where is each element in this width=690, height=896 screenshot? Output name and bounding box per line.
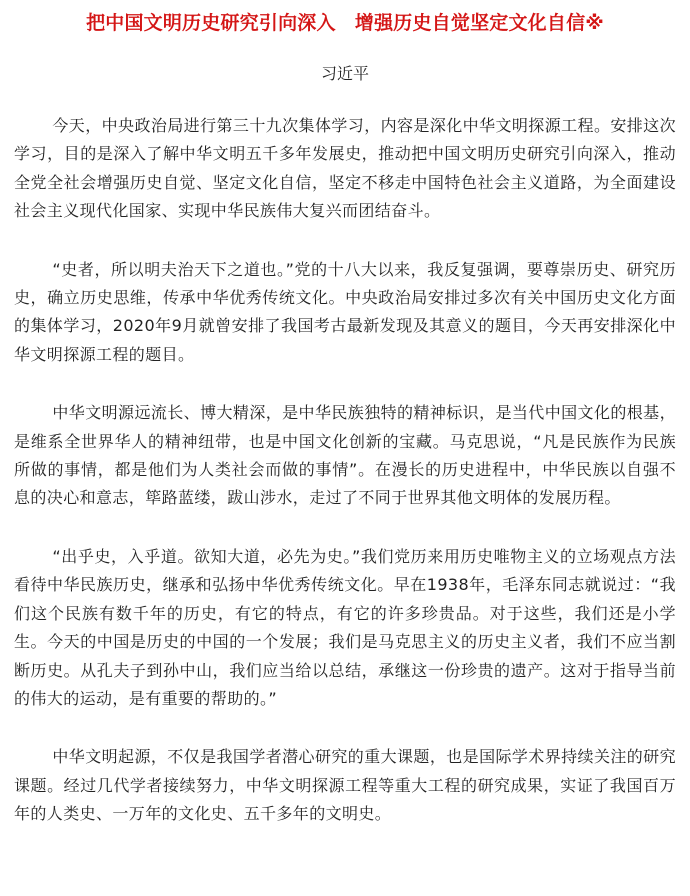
article-paragraph-3: 中华文明源远流长、博大精深，是中华民族独特的精神标识，是当代中国文化的根基，是维系全世界华人的精神纽带，也是中国文化创新的宝藏。马克思说，“凡是民族作为民族所做的事情，都是他们为人类社会而做的事情”。在漫长的历史进程中，中华民族以自强不息的决心和意志，筚路蓝缕，跋山涉水，走过了不同于世界其他文明体的发展历程。 [14, 403, 676, 508]
article-paragraph-5: 中华文明起源，不仅是我国学者潜心研究的重大课题，也是国际学术界持续关注的研究课题。经过几代学者接续努力，中华文明探源工程等重大工程的研究成果，实证了我国百万年的人类史、一万年的文化史、五千多年的文明史。 [14, 747, 676, 824]
article-author: 习近平 [320, 64, 369, 83]
article-title: 把中国文明历史研究引向深入 增强历史自觉坚定文化自信※ [86, 12, 604, 34]
article-paragraph-1: 今天，中央政治局进行第三十九次集体学习，内容是深化中华文明探源工程。安排这次学习，目的是深入了解中华文明五千多年发展史，推动把中国文明历史研究引向深入，推动全党全社会增强历史自觉、坚定文化自信，坚定不移走中国特色社会主义道路，为全面建设社会主义现代化国家、实现中华民族伟大复兴而团结奋斗。 [14, 116, 676, 221]
article-paragraph-4: “出乎史，入乎道。欲知大道，必先为史。”我们党历来用历史唯物主义的立场观点方法看待中华民族历史，继承和弘扬中华优秀传统文化。早在1938年，毛泽东同志就说过：“我们这个民族有数千年的历史，有它的特点，有它的许多珍贵品。对于这些，我们还是小学生。今天的中国是历史的中国的一个发展；我们是马克思主义的历史主义者，我们不应当割断历史。从孔夫子到孙中山，我们应当给以总结，承继这一份珍贵的遗产。这对于指导当前的伟大的运动，是有重要的帮助的。” [14, 546, 676, 708]
article-paragraph-2: “史者，所以明夫治天下之道也。”党的十八大以来，我反复强调，要尊崇历史、研究历史，确立历史思维，传承中华优秀传统文化。中央政治局安排过多次有关中国历史文化方面的集体学习，2020年9月就曾安排了我国考古最新发现及其意义的题目，今天再安排深化中华文明探源工程的题目。 [14, 259, 676, 364]
